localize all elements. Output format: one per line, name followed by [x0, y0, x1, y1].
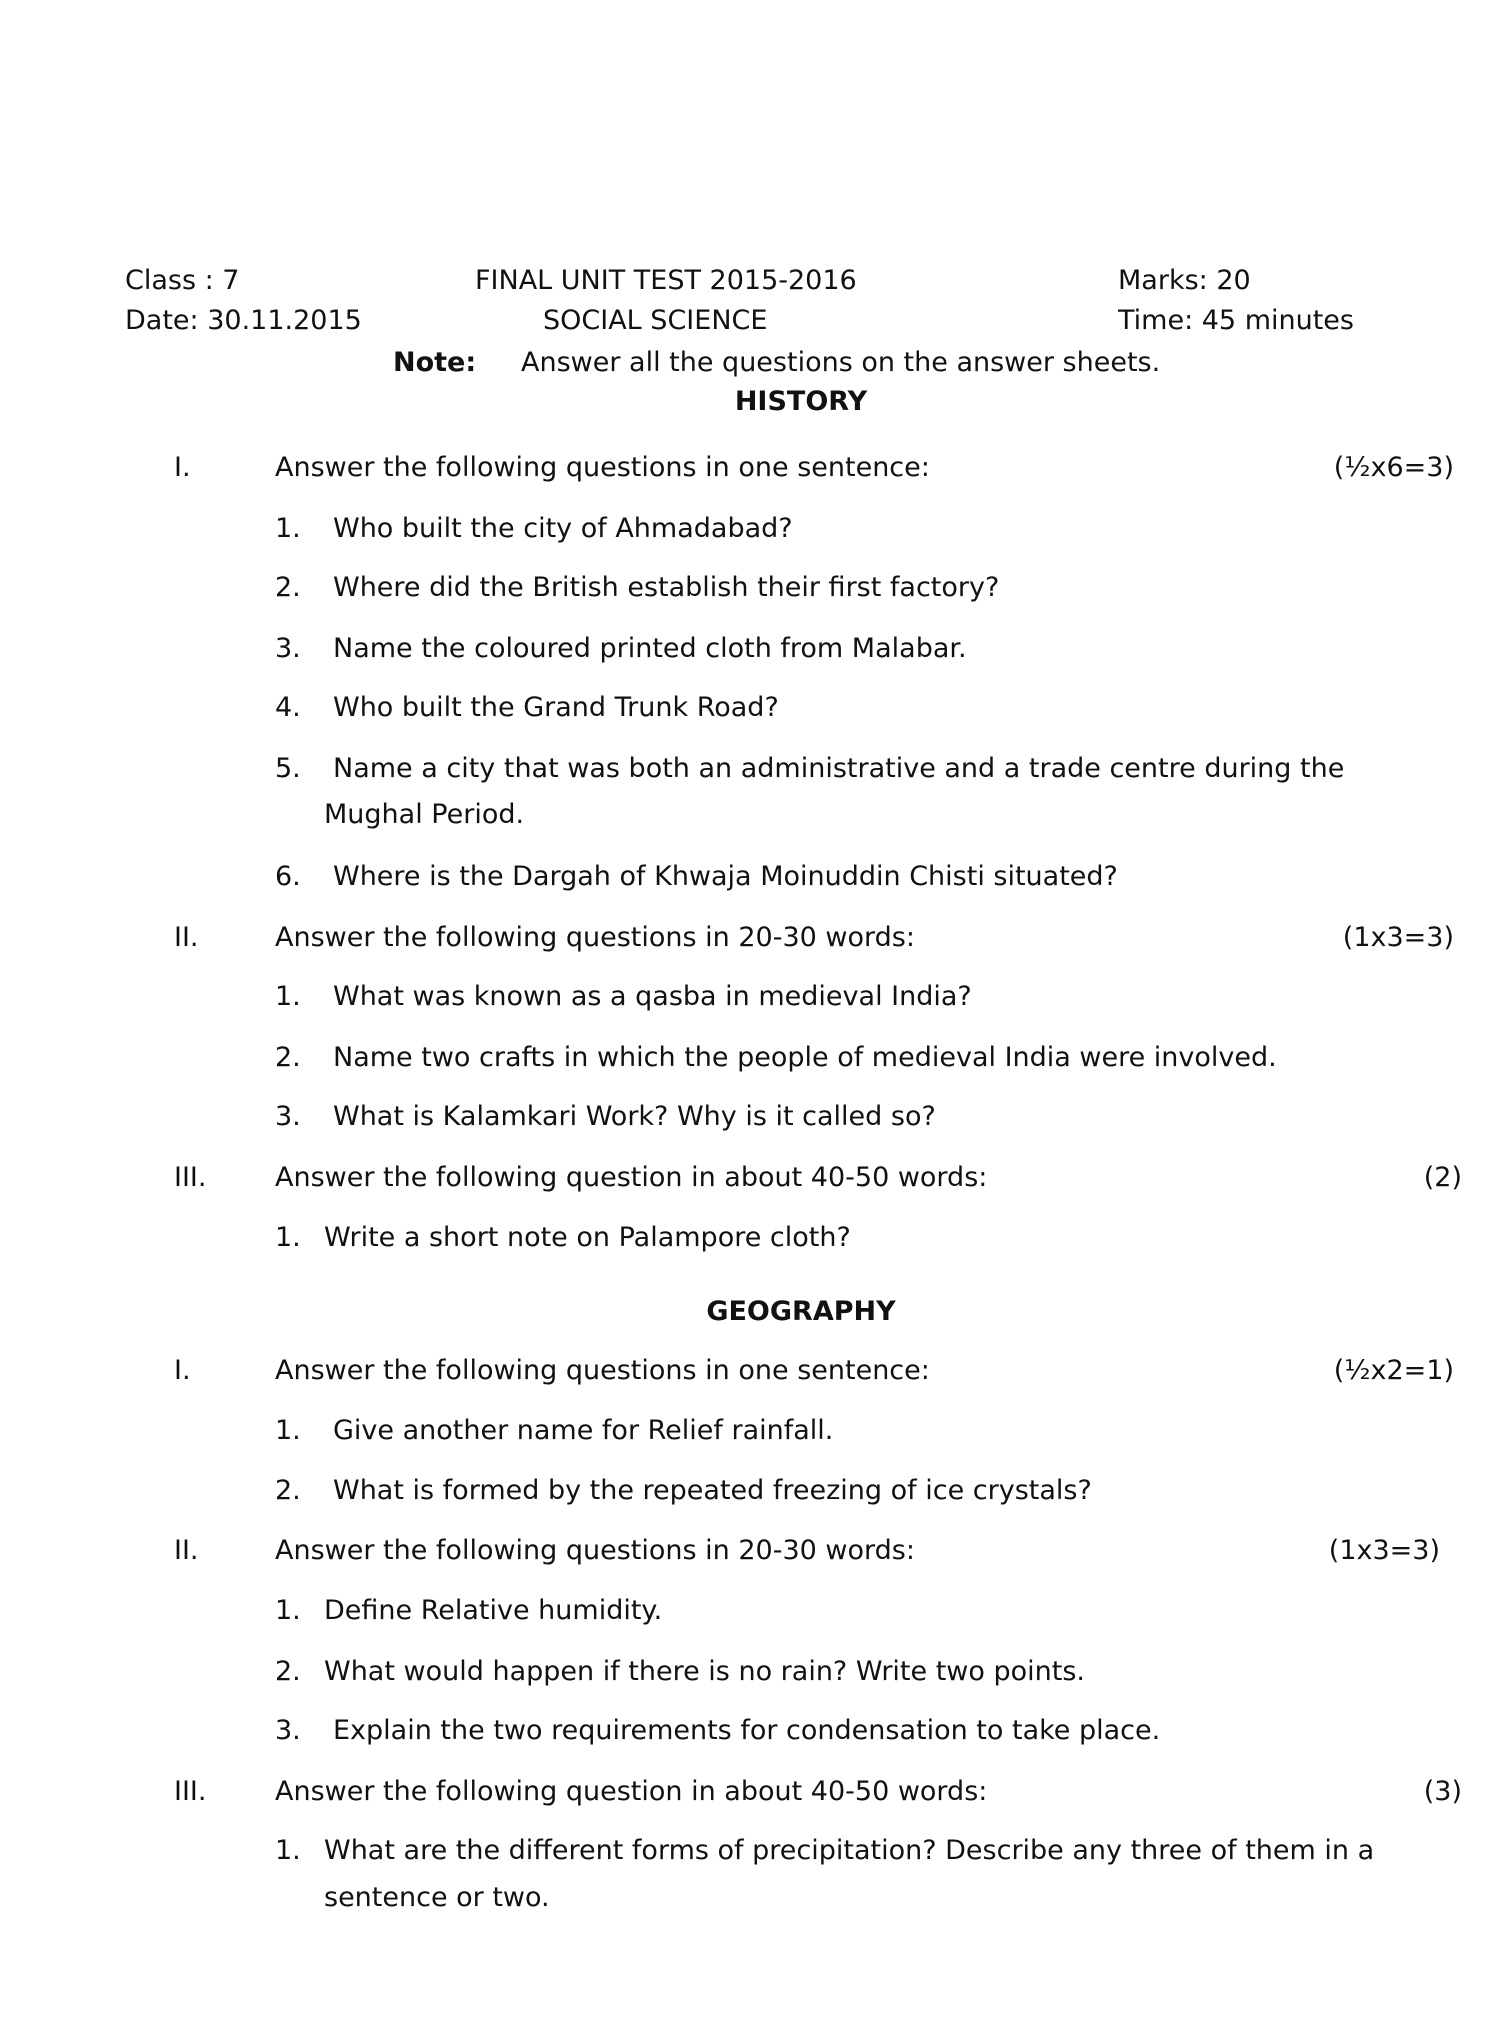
question-number: 1.	[275, 1222, 301, 1253]
question-text: Explain the two requirements for condensation to take place.	[333, 1715, 1161, 1746]
note-text: Answer all the questions on the answer sheets.	[521, 347, 1161, 378]
question-text: Name two crafts in which the people of medieval India were involved.	[333, 1042, 1277, 1073]
geography-heading: GEOGRAPHY	[706, 1296, 896, 1327]
question-text: Write a short note on Palampore cloth?	[324, 1222, 851, 1253]
question-number: 2.	[275, 1475, 301, 1506]
section-number: II.	[174, 922, 199, 953]
question-text-continued: Mughal Period.	[324, 799, 525, 830]
question-number: 1.	[275, 1835, 301, 1866]
section-instruction: Answer the following questions in one sentence:	[275, 1355, 930, 1386]
date-label: Date: 30.11.2015	[125, 305, 362, 336]
question-text: Who built the Grand Trunk Road?	[333, 692, 779, 723]
question-number: 2.	[275, 1656, 301, 1687]
question-number: 3.	[275, 1101, 301, 1132]
marks-label: Marks: 20	[1118, 265, 1251, 296]
section-instruction: Answer the following question in about 40-50 words:	[275, 1776, 988, 1807]
question-text: What would happen if there is no rain? Write two points.	[324, 1656, 1085, 1687]
exam-title: FINAL UNIT TEST 2015-2016	[475, 265, 857, 296]
question-text: What was known as a qasba in medieval India?	[333, 981, 972, 1012]
question-text: What are the different forms of precipitation? Describe any three of them in a	[324, 1835, 1375, 1866]
section-marks: (1x3=3)	[1342, 922, 1454, 953]
section-marks: (1x3=3)	[1328, 1535, 1440, 1566]
question-text: Where did the British establish their first factory?	[333, 572, 1000, 603]
note-label: Note:	[393, 347, 477, 378]
section-instruction: Answer the following questions in one sentence:	[275, 452, 930, 483]
question-text: Where is the Dargah of Khwaja Moinuddin Chisti situated?	[333, 861, 1118, 892]
question-text: Who built the city of Ahmadabad?	[333, 513, 793, 544]
section-marks: (½x6=3)	[1333, 452, 1454, 483]
question-text-continued: sentence or two.	[324, 1882, 550, 1913]
question-text: Give another name for Relief rainfall.	[333, 1415, 834, 1446]
question-number: 5.	[275, 753, 301, 784]
section-number: III.	[174, 1776, 207, 1807]
question-number: 1.	[275, 513, 301, 544]
question-number: 6.	[275, 861, 301, 892]
time-label: Time: 45 minutes	[1118, 305, 1354, 336]
section-number: I.	[174, 1355, 191, 1386]
question-text: What is Kalamkari Work? Why is it called so?	[333, 1101, 936, 1132]
question-number: 1.	[275, 981, 301, 1012]
history-heading: HISTORY	[734, 386, 868, 417]
section-number: II.	[174, 1535, 199, 1566]
subject-label: SOCIAL SCIENCE	[543, 305, 768, 336]
question-number: 1.	[275, 1595, 301, 1626]
section-marks: (½x2=1)	[1333, 1355, 1454, 1386]
section-instruction: Answer the following questions in 20-30 words:	[275, 922, 915, 953]
section-marks: (2)	[1423, 1162, 1462, 1193]
question-number: 3.	[275, 633, 301, 664]
section-instruction: Answer the following questions in 20-30 words:	[275, 1535, 915, 1566]
section-number: III.	[174, 1162, 207, 1193]
question-text: Define Relative humidity.	[324, 1595, 663, 1626]
question-number: 1.	[275, 1415, 301, 1446]
question-number: 3.	[275, 1715, 301, 1746]
question-text: Name a city that was both an administrative and a trade centre during the	[333, 753, 1345, 784]
question-text: What is formed by the repeated freezing of ice crystals?	[333, 1475, 1092, 1506]
section-marks: (3)	[1423, 1776, 1462, 1807]
class-label: Class : 7	[125, 265, 240, 296]
question-number: 2.	[275, 572, 301, 603]
question-number: 2.	[275, 1042, 301, 1073]
section-number: I.	[174, 452, 191, 483]
section-instruction: Answer the following question in about 40-50 words:	[275, 1162, 988, 1193]
question-text: Name the coloured printed cloth from Malabar.	[333, 633, 967, 664]
question-number: 4.	[275, 692, 301, 723]
